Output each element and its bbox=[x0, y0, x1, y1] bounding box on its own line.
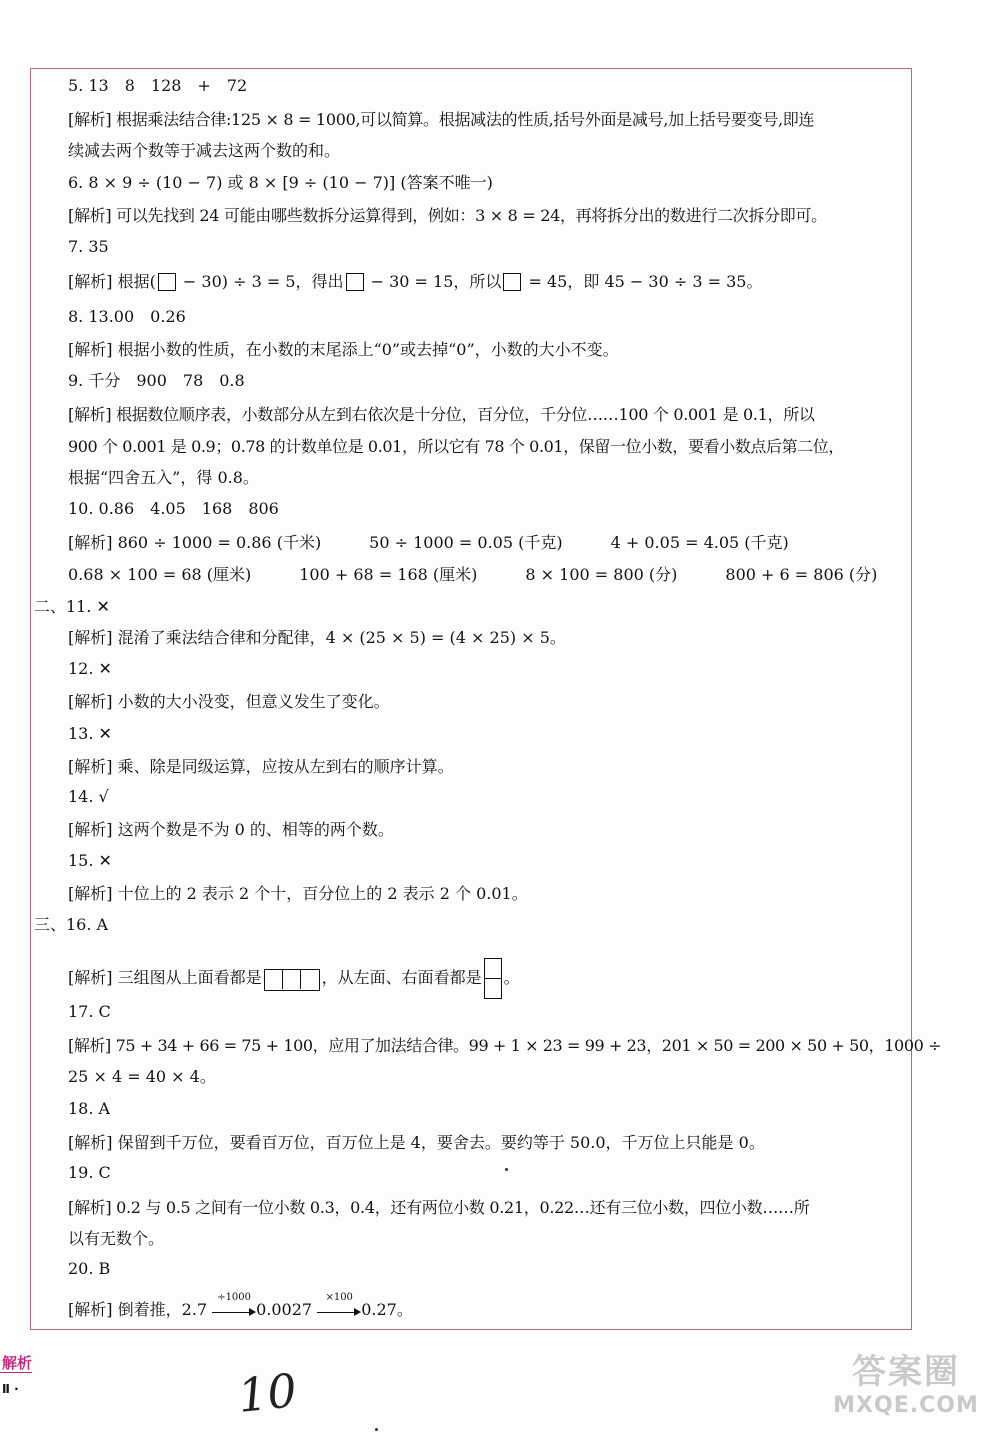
top-view-figure bbox=[264, 969, 320, 991]
explanation-20-part3: 0.27。 bbox=[361, 1300, 413, 1319]
multiply-arrow-label: ×100 bbox=[325, 1291, 353, 1303]
explanation-19-line1: [解析] 0.2 与 0.5 之间有一位小数 0.3，0.4，还有两位小数 0.21，0.22…还有三位小数，四位小数……所 bbox=[68, 1198, 810, 1217]
answer-8: 8. 13.00 0.26 bbox=[68, 307, 186, 326]
explanation-16-part3: 。 bbox=[503, 968, 520, 987]
explanation-10-line2: 0.68 × 100 = 68 (厘米) 100 + 68 = 168 (厘米) 8 × 100 = 800 (分) 800 + 6 = 806 (分) bbox=[68, 565, 878, 584]
explanation-5-line2: 续减去两个数等于减去这两个数的和。 bbox=[68, 141, 341, 160]
answer-12: 12. ✕ bbox=[68, 659, 112, 678]
answer-14: 14. √ bbox=[68, 787, 109, 806]
ink-speck bbox=[505, 1168, 508, 1171]
explanation-17-line2: 25 × 4 = 40 × 4。 bbox=[68, 1067, 216, 1086]
explanation-20 bbox=[68, 1291, 908, 1320]
answer-9: 9. 千分 900 78 0.8 bbox=[68, 371, 245, 390]
explanation-9-line3: 根据“四舍五入”，得 0.8。 bbox=[68, 468, 259, 487]
explanation-16-part2: ，从左面、右面看都是 bbox=[321, 968, 482, 987]
explanation-20-part2: 0.0027 bbox=[256, 1300, 318, 1319]
explanation-7-part4: = 45，即 45 − 30 ÷ 3 = 35。 bbox=[523, 272, 763, 291]
blank-box bbox=[503, 273, 521, 291]
watermark bbox=[820, 1352, 992, 1430]
side-view-figure bbox=[484, 958, 502, 999]
explanation-14: [解析] 这两个数是不为 0 的、相等的两个数。 bbox=[68, 820, 394, 839]
explanation-7-part2: − 30) ÷ 3 = 5，得出 bbox=[177, 272, 344, 291]
explanation-16-part1: [解析] 三组图从上面看都是 bbox=[68, 968, 262, 987]
explanation-7-part3: − 30 = 15，所以 bbox=[365, 272, 502, 291]
explanation-7-part1: [解析] 根据( bbox=[68, 272, 156, 291]
answer-16: 三、16. A bbox=[34, 915, 109, 934]
explanation-17-line1: [解析] 75 + 34 + 66 = 75 + 100，应用了加法结合律。99 + 1 × 23 = 99 + 23，201 × 50 = 200 × 50 + 50，1000 ÷ bbox=[68, 1036, 942, 1055]
explanation-19-line2: 以有无数个。 bbox=[68, 1229, 165, 1248]
explanation-5-line1: [解析] 根据乘法结合律:125 × 8 = 1000,可以简算。根据减法的性质,括号外面是减号,加上括号要变号,即连 bbox=[68, 110, 815, 129]
answer-5: 5. 13 8 128 + 72 bbox=[68, 76, 248, 95]
multiply-arrow bbox=[317, 1291, 361, 1319]
explanation-15: [解析] 十位上的 2 表示 2 个十，百分位上的 2 表示 2 个 0.01。 bbox=[68, 884, 528, 903]
answer-11: 二、11. ✕ bbox=[34, 597, 110, 616]
ink-speck bbox=[375, 1428, 378, 1431]
answer-17: 17. C bbox=[68, 1002, 111, 1021]
footer-section-tag: 解析 bbox=[2, 1354, 33, 1372]
divide-arrow-label: ÷1000 bbox=[217, 1291, 252, 1303]
explanation-9-line2: 900 个 0.001 是 0.9；0.78 的计数单位是 0.01，所以它有 78 个 0.01，保留一位小数，要看小数点后第二位， bbox=[68, 437, 844, 456]
answer-18: 18. A bbox=[68, 1099, 111, 1118]
explanation-7 bbox=[68, 272, 908, 292]
explanation-20-part1: [解析] 倒着推，2.7 bbox=[68, 1300, 213, 1319]
answer-10: 10. 0.86 4.05 168 806 bbox=[68, 499, 279, 518]
explanation-11: [解析] 混淆了乘法结合律和分配律，4 × (25 × 5) = (4 × 25) × 5。 bbox=[68, 628, 566, 647]
explanation-18: [解析] 保留到千万位，要看百万位，百万位上是 4，要舍去。要约等于 50.0，千万位上只能是 0。 bbox=[68, 1133, 765, 1152]
handwritten-page-number: 10 bbox=[235, 1363, 300, 1423]
answer-13: 13. ✕ bbox=[68, 724, 112, 743]
divide-arrow bbox=[212, 1291, 256, 1319]
explanation-16 bbox=[68, 958, 908, 999]
answer-6: 6. 8 × 9 ÷ (10 − 7) 或 8 × [9 ÷ (10 − 7)] (答案不唯一) bbox=[68, 173, 493, 192]
answer-7: 7. 35 bbox=[68, 237, 109, 256]
answer-15: 15. ✕ bbox=[68, 851, 112, 870]
watermark-url: MXQE.COM bbox=[833, 1393, 979, 1418]
watermark-logo-text: 答案圈 bbox=[852, 1352, 960, 1392]
explanation-10-line1: [解析] 860 ÷ 1000 = 0.86 (千米) 50 ÷ 1000 = 0.05 (千克) 4 + 0.05 = 4.05 (千克) bbox=[68, 533, 789, 552]
explanation-6: [解析] 可以先找到 24 可能由哪些数拆分运算得到，例如：3 × 8 = 24，再将拆分出的数进行二次拆分即可。 bbox=[68, 206, 827, 225]
answer-19: 19. C bbox=[68, 1163, 111, 1182]
answer-20: 20. B bbox=[68, 1259, 111, 1278]
footer-mark: Ⅱ · bbox=[2, 1382, 19, 1396]
footer-rule bbox=[0, 1372, 32, 1373]
blank-box bbox=[346, 273, 364, 291]
explanation-9-line1: [解析] 根据数位顺序表，小数部分从左到右依次是十分位，百分位，千分位……100 个 0.001 是 0.1，所以 bbox=[68, 405, 815, 424]
explanation-8: [解析] 根据小数的性质，在小数的末尾添上“0”或去掉“0”，小数的大小不变。 bbox=[68, 340, 619, 359]
explanation-13: [解析] 乘、除是同级运算，应按从左到右的顺序计算。 bbox=[68, 757, 454, 776]
blank-box bbox=[158, 273, 176, 291]
explanation-12: [解析] 小数的大小没变，但意义发生了变化。 bbox=[68, 692, 390, 711]
